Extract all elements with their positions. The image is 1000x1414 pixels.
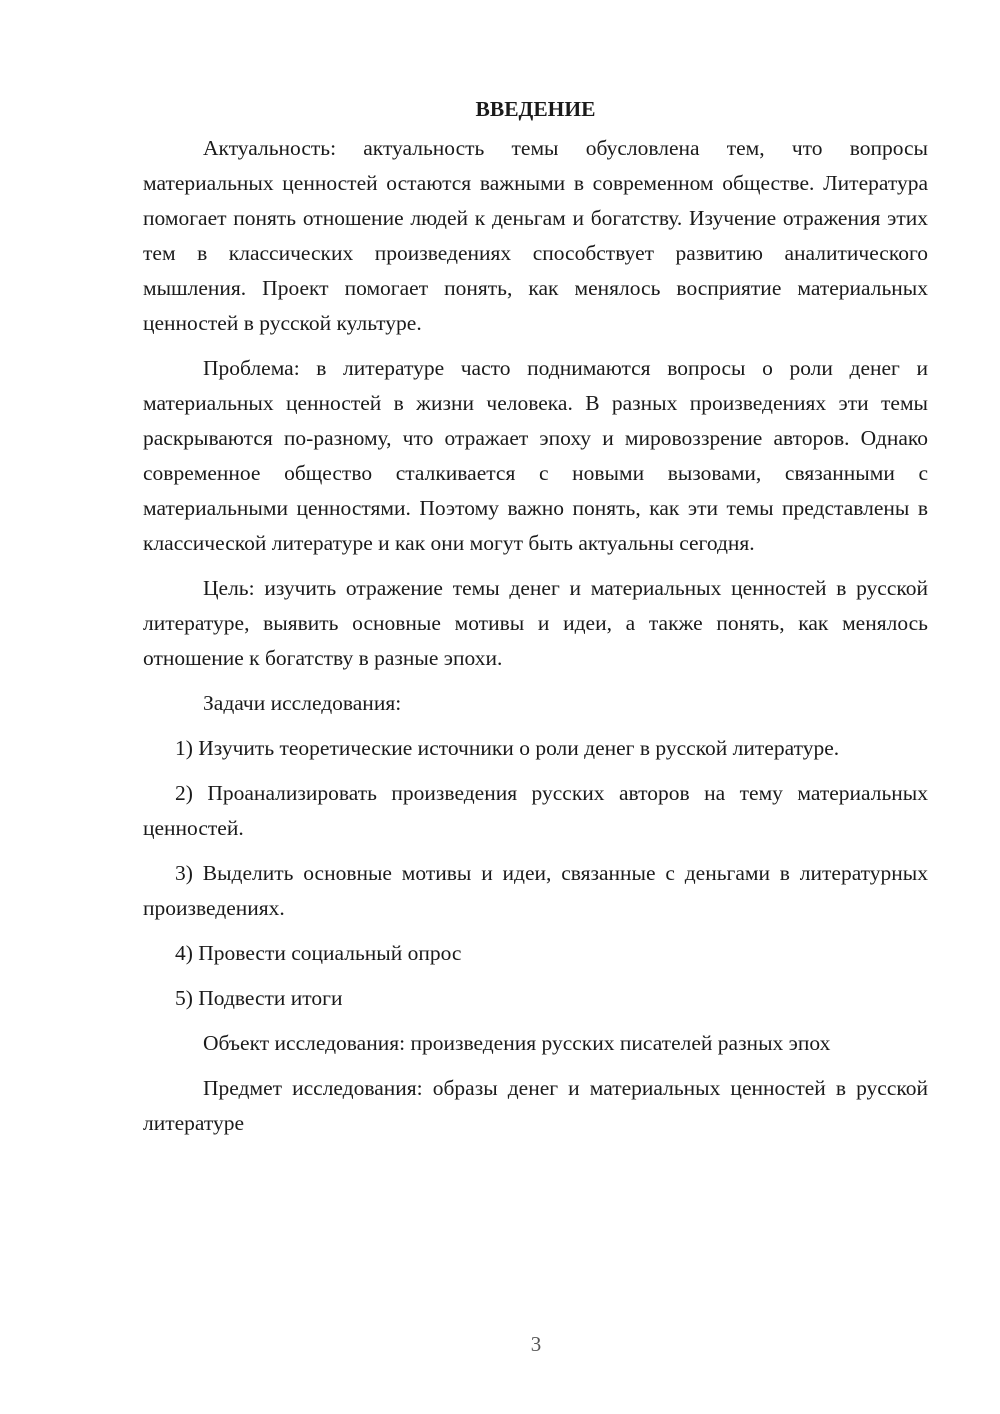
task-item-2: 2) Проанализировать произведения русских авторов на тему материальных ценностей. [143, 781, 928, 840]
section-heading: ВВЕДЕНИЕ [475, 97, 596, 121]
task-item-3: 3) Выделить основные мотивы и идеи, связанные с деньгами в литературных произведениях. [143, 861, 928, 920]
document-body [143, 92, 928, 1151]
paragraph-subject: Предмет исследования: образы денег и материальных ценностей в русской литературе [143, 1076, 928, 1135]
paragraph-relevance: Актуальность: актуальность темы обусловлена тем, что вопросы материальных ценностей остаются важными в современном обществе. Литература помогает понять отношение людей к деньгам и богатству. Изучение отражения этих тем в классических произведениях способствует развитию аналитического мышления. Проект помогает понять, как менялось восприятие материальных ценностей в русской культуре. [143, 136, 928, 335]
task-item-1: 1) Изучить теоретические источники о роли денег в русской литературе. [175, 736, 840, 760]
paragraph-object: Объект исследования: произведения русских писателей разных эпох [203, 1031, 831, 1055]
task-item-4: 4) Провести социальный опрос [175, 941, 462, 965]
paragraph-problem: Проблема: в литературе часто поднимаются вопросы о роли денег и материальных ценностей в жизни человека. В разных произведениях эти темы раскрываются по-разному, что отражает эпоху и мировоззрение авторов. Однако современное общество сталкивается с новыми вызовами, связанными с материальными ценностями. Поэтому важно понять, как эти темы представлены в классической литературе и как они могут быть актуальны сегодня. [143, 356, 928, 555]
page-number: 3 [530, 1332, 542, 1356]
task-item-5: 5) Подвести итоги [175, 986, 343, 1010]
tasks-title: Задачи исследования: [203, 691, 402, 715]
paragraph-goal: Цель: изучить отражение темы денег и материальных ценностей в русской литературе, выявить основные мотивы и идеи, а также понять, как менялось отношение к богатству в разные эпохи. [143, 576, 928, 670]
